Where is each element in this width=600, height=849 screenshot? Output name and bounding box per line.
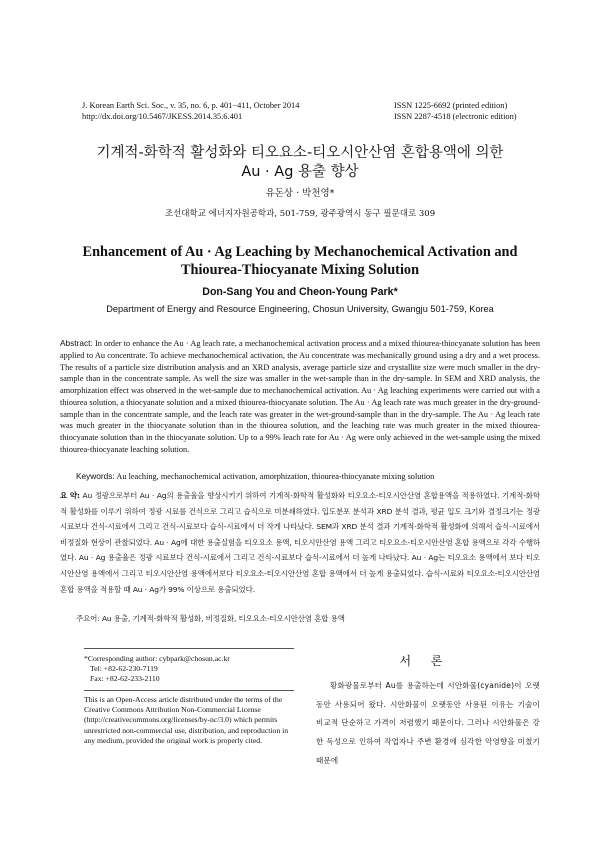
introduction-paragraph: 황화광물로부터 Au를 용출하는데 시안화물(cyanide)이 오랫동안 사용되어 왔다. 시안화물이 오랫동안 사용된 이유는 기술이 비교적 단순하고 가격이 저렴했기 때문이다. 그러나 시안화물은 강한 독성으로 인하여 작업자나 주변 환경에 심각한 악영향을 미쳤기 때문에 (316, 681, 540, 765)
issn-electronic: ISSN 2287-4518 (electronic edition) (394, 112, 517, 121)
english-title-line2: Thiourea-Thiocyanate Mixing Solution (180, 262, 420, 278)
corresponding-author: *Corresponding author: cybpark@chosun.ac.kr (84, 654, 230, 663)
doi-link[interactable]: http://dx.doi.org/10.5467/JKESS.2014.35.6.401 (82, 112, 243, 121)
abstract-label: Abstract: (60, 338, 93, 348)
korean-abstract-label: 요 약: (60, 491, 80, 500)
corresponding-fax: Fax: +82-62-233-2110 (90, 674, 160, 684)
issn-print: ISSN 1225-6692 (printed edition) (394, 101, 508, 110)
korean-abstract-text: Au 정광으로부터 Au · Ag의 용출율을 향상시키기 위하여 기계적-화학적 활성화와 티오요소-티오시안산염 혼합용액을 적용하였다. 기계적-화학적 활성화를 이루기 위하여 정광 시료를 건식으로 그리고 습식으로 미분쇄하였다. 입도분포 분석과 XRD 분석 결과, 평균 입도 크기와 결정크기는 정광 시료보다 건식-시료에서 그리고 건식-시료보다 습식-시료에서 더 작게 나타났다. SEM과 XRD 분석 결과 기계적-화학적 활성화에 의해서 습식-시료에서 비정질화 현상이 관찰되었다. Au · Ag에 대한 용출실험을 티오요소 용액, 티오시안산염 용액 그리고 티오요소-티오시안산염 혼합 용액으로 각각 수행하였다. Au · Ag 용출율은 정광 시료보다 건식-시료에서 그리고 건식-시료보다 습식-시료에서 더 높게 나타났다. Au · Ag는 티오요소 용액에서 보다 티오시안산염 용액에서 그리고 티오시안산염 용액에서보다 티오요소-티오시안산염 혼합 용액에서 더 높게 용출되었다. 습식-시료와 티오요소-티오시안산염 혼합 용액을 적용할 때 Au · Ag가 99% 이상으로 용출되었다. (60, 491, 540, 594)
corresponding-tel: Tel: +82-62-230-7119 (90, 664, 158, 674)
korean-title-line2: Au · Ag 용출 향상 (241, 164, 359, 180)
journal-citation: J. Korean Earth Sci. Soc., v. 35, no. 6, p. 401−411, October 2014 (82, 101, 300, 110)
keywords-label: Keywords: (76, 471, 115, 481)
korean-authors: 유돈상 · 박천영* (265, 188, 335, 199)
english-authors: Don-Sang You and Cheon-Young Park* (202, 286, 398, 298)
english-title-line1: Enhancement of Au · Ag Leaching by Mechanochemical Activation and (82, 244, 518, 260)
license-text: This is an Open-Access article distributed under the terms of the Creative Commons Attribution Non-Commercial License (http://creativecommons.org/licenses/by-nc/3.0) which permits unrestricted non-commercial use, distribution, and reproduction in any medium, provided the original work is properly cited. (84, 695, 289, 745)
footnote-rule (84, 648, 294, 649)
korean-keywords (60, 611, 540, 627)
korean-keywords-text: Au 용출, 기계적-화학적 활성화, 비정질화, 티오요소-티오시안산염 혼합 용액 (101, 614, 345, 623)
introduction-body (316, 677, 540, 771)
issn-block (394, 100, 517, 122)
korean-abstract (60, 488, 540, 597)
english-affiliation: Department of Energy and Resource Engineering, Chosun University, Gwangju 501-759, Korea (106, 304, 494, 314)
introduction-heading: 서 론 (399, 654, 451, 668)
korean-title-line1: 기계적-화학적 활성화와 티오요소-티오시안산염 혼합용액에 의한 (96, 145, 504, 161)
korean-affiliation: 조선대학교 에너지자원공학과, 501-759, 광주광역시 동구 필문대로 309 (164, 209, 436, 219)
korean-keywords-label: 주요어: (76, 614, 100, 623)
abstract (60, 338, 540, 456)
keywords (60, 471, 540, 483)
keywords-text: Au leaching, mechanochemical activation, amorphization, thiourea-thiocyanate mixing solution (116, 472, 435, 481)
footnote-rule-2 (84, 690, 294, 691)
journal-citation-block (82, 100, 299, 122)
abstract-text: In order to enhance the Au · Ag leach rate, a mechanochemical activation process and a mixed thiourea-thiocyanate solution has been applied to Au concentrate. To achieve mechanochemical activation, the Au concentrate was mechanically ground using a dry and a wet process. The results of a particle size distribution analysis and an XRD analysis, average particle size and crystallite size were much smaller in the dry-sample than in the concentrate sample. As well the size was smaller in the wet-sample than in the dry-sample. In SEM and XRD analysis, the amorphization effect was observed in the wet-sample due to mechanochemical activation. Au · Ag leaching experiments were carried out with a thiourea solution, a thiocyanate solution and a mixed thiourea-thiocyanate solution. The Au · Ag leach rate was much greater in the dry-ground-sample than in the concentrate sample, and the leach rate was greater in the wet-ground-sample than in the dry-sample. The Au · Ag leach rate was much greater in the thiocyanate solution than in the thiourea solution, and the leaching rate was much greater in the mixed thiourea-thiocyanate solution than in the thiocyanate solution. Up to a 99% leach rate for Au · Ag were only achieved in the wet-sample using the mixed thiourea-thiocyanate leaching solution. (60, 339, 540, 454)
corresponding-footnote (84, 654, 294, 685)
